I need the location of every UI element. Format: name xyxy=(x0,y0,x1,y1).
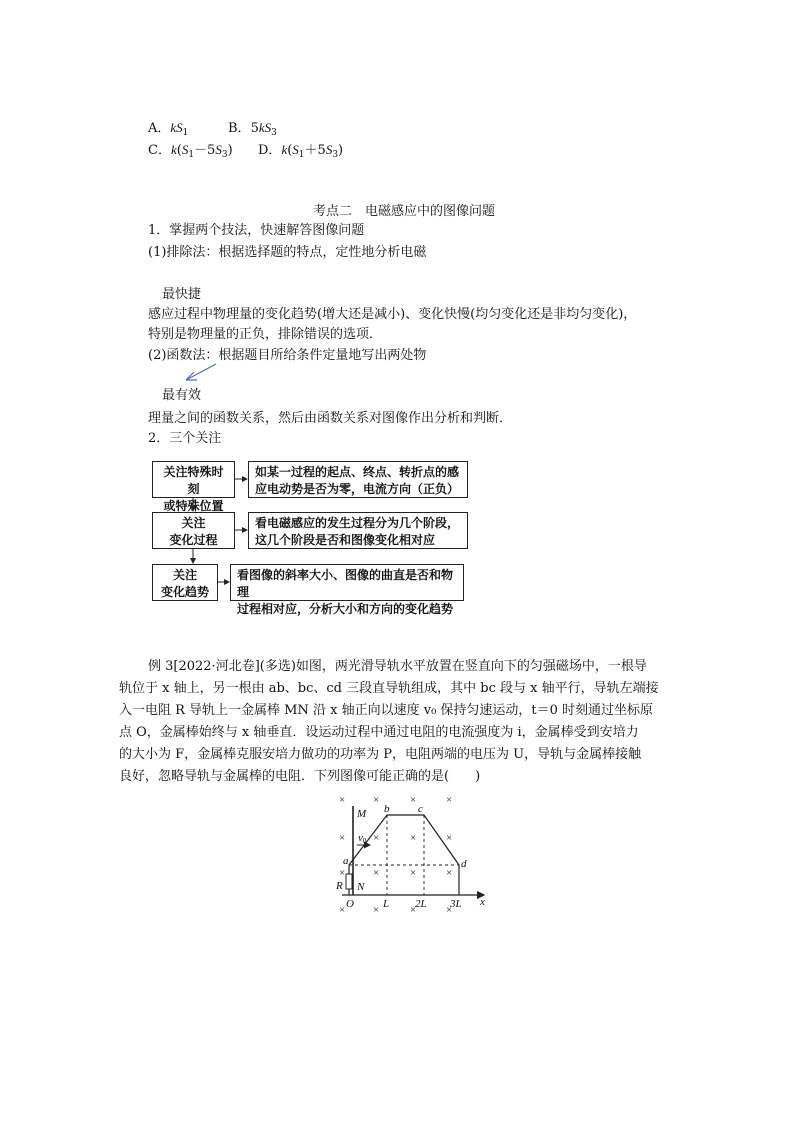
example-line-3: 入一电阻 R 导轨上一金属棒 MN 沿 x 轴正向以速度 v₀ 保持匀速运动，t＝0 时刻通过坐标原 xyxy=(119,703,654,718)
label-v0: v0 xyxy=(358,832,367,845)
field-cross: × xyxy=(410,867,417,879)
example-line-1: 例 3[2022·河北卷](多选)如图，两光滑导轨水平放置在竖直向下的匀强磁场中，一根导 xyxy=(148,659,647,674)
example-line-6: 良好，忽略导轨与金属棒的电阻．下列图像可能正确的是( ) xyxy=(119,769,481,784)
field-cross: × xyxy=(373,867,380,879)
example-line-2: 轨位于 x 轴上，另一根由 ab、bc、cd 三段直导轨组成，其中 bc 段与 x 轴平行，导轨左端接 xyxy=(119,681,659,696)
option-a: A．$kS_1$ xyxy=(148,120,189,138)
label-3L: 3L xyxy=(450,898,462,910)
field-cross: × xyxy=(339,794,346,806)
field-cross: × xyxy=(446,832,453,844)
label-O: O xyxy=(346,898,354,910)
para-sign: 特别是物理量的正负，排除错误的选项． xyxy=(148,327,383,342)
field-cross: × xyxy=(339,832,346,844)
example-line-4: 点 O，金属棒始终与 x 轴垂直．设运动过程中通过电阻的电流强度为 i，金属棒受到安培力 xyxy=(119,725,639,740)
example-line-5: 的大小为 F，金属棒克服安培力做功的功率为 P，电阻两端的电压为 U，导轨与金属棒接触 xyxy=(119,747,642,762)
field-cross: × xyxy=(446,904,453,916)
field-cross: × xyxy=(339,904,346,916)
field-cross: × xyxy=(373,832,380,844)
para-analysis: 理量之间的函数关系，然后由函数关系对图像作出分析和判断． xyxy=(148,411,513,426)
field-cross: × xyxy=(446,867,453,879)
option-c: C．$k(S_1-5S_3)$ xyxy=(148,142,233,160)
para-process: 感应过程中物理量的变化趋势(增大还是减小)、变化快慢(均匀变化还是非均匀变化)， xyxy=(148,307,637,322)
label-2L: 2L xyxy=(415,898,427,910)
handwritten-note-effective: 最有效 xyxy=(162,388,202,403)
field-cross: × xyxy=(339,867,346,879)
field-cross: × xyxy=(410,832,417,844)
rail-abcd xyxy=(349,815,459,895)
flow-left-special: 关注特殊时刻 或特殊位置 xyxy=(152,461,235,498)
flow-right-process: 看电磁感应的发生过程分为几个阶段， 这几个阶段是否和图像变化相对应 xyxy=(248,512,468,549)
field-cross: × xyxy=(373,794,380,806)
label-N: N xyxy=(357,881,365,893)
field-cross: × xyxy=(373,904,380,916)
section-title: 考点二 电磁感应中的图像问题 xyxy=(313,204,496,219)
label-b: b xyxy=(384,803,390,815)
flow-right-special: 如某一过程的起点、终点、转折点的感 应电动势是否为零，电流方向（正负） xyxy=(248,461,468,498)
field-cross: × xyxy=(446,794,453,806)
flow-left-trend: 关注 变化趋势 xyxy=(152,564,218,601)
handwritten-note-fastest: 最快捷 xyxy=(162,287,202,302)
label-a: a xyxy=(343,855,349,867)
label-c: c xyxy=(418,803,423,815)
label-R: R xyxy=(336,880,343,892)
label-x: x xyxy=(480,896,485,908)
para-techniques: 1．掌握两个技法，快速解答图像问题 xyxy=(148,223,365,238)
label-M: M xyxy=(357,808,367,820)
flow-left-process: 关注 变化过程 xyxy=(152,512,235,549)
resistor-R xyxy=(346,874,352,889)
para-exclusion: (1)排除法：根据选择题的特点，定性地分析电磁 xyxy=(148,245,427,260)
field-cross: × xyxy=(410,904,417,916)
flow-right-trend: 看图像的斜率大小、图像的曲直是否和物理 过程相对应，分析大小和方向的变化趋势 xyxy=(230,564,464,601)
label-d: d xyxy=(461,858,467,870)
option-d: D．$k(S_1+5S_3)$ xyxy=(258,142,344,160)
label-L: L xyxy=(383,898,390,910)
para-function: (2)函数法：根据题目所给条件定量地写出两处物 xyxy=(148,348,427,363)
para-three-focus: 2．三个关注 xyxy=(148,431,222,446)
field-cross: × xyxy=(410,794,417,806)
option-b: B．$5kS_3$ xyxy=(228,120,277,138)
